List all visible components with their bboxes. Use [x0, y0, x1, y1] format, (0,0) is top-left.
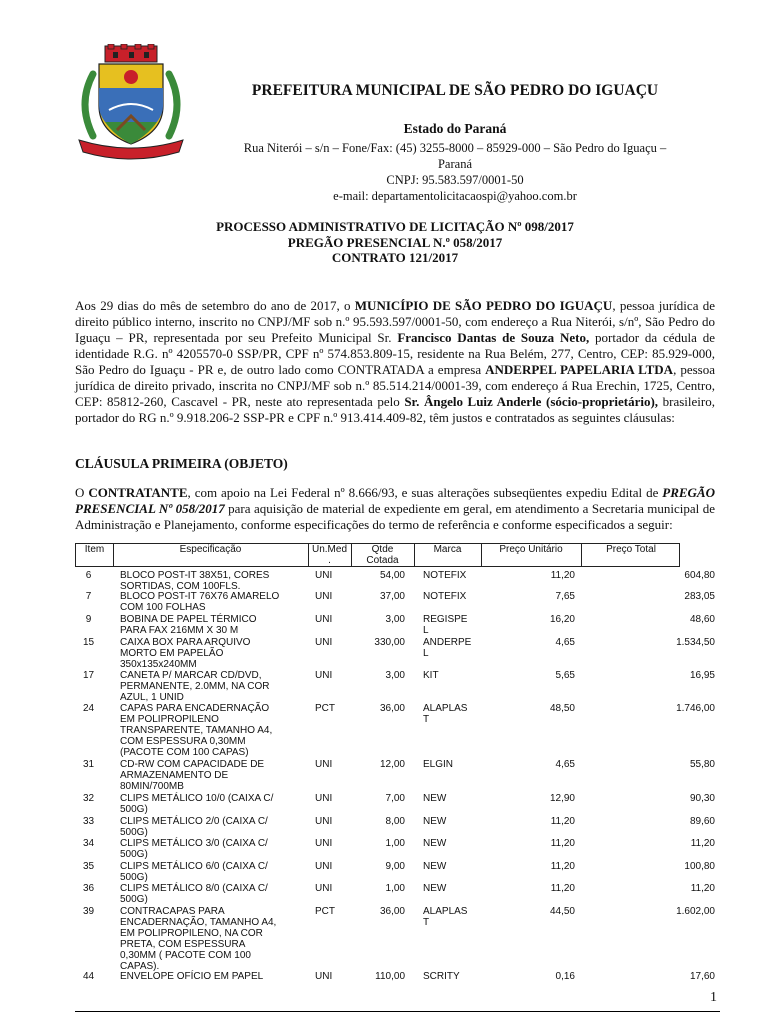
- cell-spec: CLIPS METÁLICO 6/0 (CAIXA C/ 500G): [120, 861, 268, 883]
- cell-spec: CAPAS PARA ENCADERNAÇÃO EM POLIPROPILENO TRANSPARENTE, TAMANHO A4, COM ESPESSURA 0,30MM (PACOTE COM 100 CAPAS): [120, 703, 273, 758]
- cell-unit: UNI: [315, 816, 333, 827]
- intro-text: , pessoa jurídica de direito público interno, inscrito no CNPJ/MF sob n.º 95.593.597/0001-50, com endereço a Rua Niterói, s/nº, São Pedro do Iguaçu – PR, representada por seu Prefeito Municipal Sr.: [75, 298, 716, 345]
- cell-spec: CLIPS METÁLICO 2/0 (CAIXA C/ 500G): [120, 816, 268, 838]
- cell-unit-price: 48,50: [549, 703, 575, 714]
- cell-unit-price: 11,20: [550, 570, 575, 581]
- header-qty: Qtde Cotada: [366, 544, 399, 566]
- cell-unit-price: 4,65: [555, 759, 575, 770]
- cell-spec: CONTRACAPAS PARA ENCADERNAÇÃO, TAMANHO A4, EM POLIPROPILENO, NA COR PRETA, COM ESPESSURA 0,30MM ( PACOTE COM 100 CAPAS).: [120, 906, 277, 972]
- header-cnpj: CNPJ: 95.583.597/0001-50: [386, 173, 524, 187]
- clause-text: para aquisição de material de expediente em geral, em atendimento a Secretaria municipal de Administração e Planejamento, conforme especificações do termo de referência e conforme especificados a seguir:: [75, 501, 715, 532]
- cell-total: 17,60: [689, 971, 715, 982]
- cell-brand: NEW: [423, 883, 447, 894]
- cell-qty: 36,00: [379, 703, 405, 714]
- cell-qty: 36,00: [379, 906, 405, 917]
- header-email: e-mail: departamentolicitacaospi@yahoo.com.br: [333, 189, 577, 203]
- cell-total: 283,05: [684, 591, 715, 602]
- cell-unit: UNI: [315, 570, 333, 581]
- pregao-number: PREGÃO PRESENCIAL N.º 058/2017: [287, 234, 503, 250]
- cell-qty: 3,00: [385, 614, 405, 625]
- intro-paragraph: [75, 298, 715, 426]
- cell-unit: UNI: [315, 759, 333, 770]
- cell-brand: NEW: [423, 838, 447, 849]
- cell-item: 9: [85, 614, 92, 625]
- header-address-line: Paraná: [437, 157, 472, 171]
- cell-brand: KIT: [423, 670, 439, 681]
- cell-unit-price: 5,65: [555, 670, 575, 681]
- cell-brand: ALAPLAS T: [423, 703, 468, 725]
- cell-item: 31: [82, 759, 95, 770]
- header-brand: Marca: [433, 544, 462, 555]
- header-title: PREFEITURA MUNICIPAL DE SÃO PEDRO DO IGUAÇU: [251, 82, 659, 99]
- cell-item: 24: [82, 703, 95, 714]
- cell-qty: 330,00: [374, 637, 405, 648]
- cell-item: 44: [82, 971, 95, 982]
- cell-spec: CD-RW COM CAPACIDADE DE ARMAZENAMENTO DE 80MIN/700MB: [120, 759, 265, 792]
- clause-bold-contratante: CONTRATANTE: [88, 485, 188, 500]
- clause-paragraph: [75, 485, 715, 533]
- cell-brand: REGISPE L: [423, 614, 468, 636]
- clause-text: O: [75, 485, 89, 500]
- cell-total: 48,60: [689, 614, 715, 625]
- cell-unit-price: 11,20: [550, 861, 575, 872]
- cell-total: 1.534,50: [676, 637, 715, 648]
- cell-spec: ENVELOPE OFÍCIO EM PAPEL: [120, 971, 264, 982]
- cell-unit: UNI: [315, 637, 333, 648]
- intro-bold-representante: Sr. Ângelo Luiz Anderle (sócio-proprietário),: [404, 394, 659, 409]
- items-table-header: [75, 543, 680, 567]
- cell-item: 15: [82, 637, 95, 648]
- cell-unit: PCT: [315, 703, 335, 714]
- cell-unit: UNI: [315, 614, 333, 625]
- cell-item: 32: [82, 793, 95, 804]
- clause-title: CLÁUSULA PRIMEIRA (OBJETO): [75, 456, 288, 471]
- cell-unit: PCT: [315, 906, 335, 917]
- cell-unit-price: 12,90: [549, 793, 575, 804]
- cell-unit: UNI: [315, 861, 333, 872]
- header-item: Item: [84, 544, 105, 555]
- cell-unit-price: 11,20: [550, 838, 575, 849]
- page-number: 1: [710, 990, 717, 1005]
- cell-brand: NOTEFIX: [423, 570, 467, 581]
- cell-total: 90,30: [689, 793, 715, 804]
- intro-bold-empresa: ANDERPEL PAPELARIA LTDA: [485, 362, 674, 377]
- cell-unit: UNI: [315, 971, 333, 982]
- intro-bold-municipio: MUNICÍPIO DE SÃO PEDRO DO IGUAÇU: [354, 298, 613, 313]
- cell-item: 17: [82, 670, 95, 681]
- cell-total: 1.746,00: [676, 703, 715, 714]
- cell-item: 6: [85, 570, 92, 581]
- cell-total: 100,80: [684, 861, 715, 872]
- header-unit-price: Preço Unitário: [499, 544, 563, 555]
- municipal-crest-icon: [75, 44, 187, 164]
- cell-item: 34: [82, 838, 95, 849]
- header-unit: Un.Med .: [311, 544, 347, 566]
- cell-unit-price: 16,20: [549, 614, 575, 625]
- header-state: Estado do Paraná: [403, 121, 507, 136]
- contract-number: CONTRATO 121/2017: [331, 250, 459, 265]
- cell-qty: 1,00: [385, 838, 405, 849]
- process-block: [75, 219, 715, 266]
- cell-spec: CANETA P/ MARCAR CD/DVD, PERMANENTE, 2.0MM, NA COR AZUL, 1 UNID: [120, 670, 270, 703]
- cell-brand: NEW: [423, 861, 447, 872]
- cell-spec: CAIXA BOX PARA ARQUIVO MORTO EM PAPELÃO 350x135x240MM: [120, 637, 251, 670]
- cell-unit-price: 11,20: [550, 883, 575, 894]
- cell-qty: 9,00: [385, 861, 405, 872]
- cell-spec: BLOCO POST-IT 76X76 AMARELO COM 100 FOLHAS: [120, 591, 280, 613]
- cell-item: 39: [82, 906, 95, 917]
- cell-qty: 54,00: [379, 570, 405, 581]
- cell-brand: ALAPLAS T: [423, 906, 468, 928]
- header-spec: Especificação: [179, 544, 242, 555]
- clause-text: , com apoio na Lei Federal nº 8.666/93, e suas alterações subseqüentes expediu Edital de: [187, 485, 663, 500]
- cell-qty: 3,00: [385, 670, 405, 681]
- cell-qty: 37,00: [379, 591, 405, 602]
- cell-total: 89,60: [689, 816, 715, 827]
- cell-unit: UNI: [315, 793, 333, 804]
- cell-total: 11,20: [690, 838, 715, 849]
- process-number: PROCESSO ADMINISTRATIVO DE LICITAÇÃO Nº 098/2017: [216, 219, 574, 234]
- cell-brand: NOTEFIX: [423, 591, 467, 602]
- cell-qty: 12,00: [379, 759, 405, 770]
- cell-unit-price: 44,50: [549, 906, 575, 917]
- cell-unit: UNI: [315, 883, 333, 894]
- cell-qty: 7,00: [385, 793, 405, 804]
- intro-text: brasileiro, portador do RG n.º 9.918.206-2 SSP-PR e CPF n.º 913.414.409-82, têm justos e contratados as seguintes cláusulas:: [75, 394, 715, 425]
- cell-unit: UNI: [315, 591, 333, 602]
- cell-item: 35: [82, 861, 95, 872]
- cell-qty: 1,00: [385, 883, 405, 894]
- cell-total: 55,80: [689, 759, 715, 770]
- header-total: Preço Total: [606, 544, 656, 555]
- cell-spec: CLIPS METÁLICO 3/0 (CAIXA C/ 500G): [120, 838, 268, 860]
- cell-unit-price: 11,20: [550, 816, 575, 827]
- cell-item: 36: [82, 883, 95, 894]
- cell-unit-price: 0,16: [555, 971, 575, 982]
- intro-text: Aos 29 dias do mês de setembro do ano de 2017, o: [75, 298, 355, 313]
- cell-item: 7: [85, 591, 92, 602]
- cell-brand: NEW: [423, 793, 447, 804]
- cell-brand: NEW: [423, 816, 447, 827]
- cell-spec: CLIPS METÁLICO 10/0 (CAIXA C/ 500G): [120, 793, 274, 815]
- intro-text: portador da cédula de identidade R.G. nº 4205570-0 SSP/PR, CPF nº 574.853.809-15, residente na Rua Belém, 277, Centro, CEP: 85.929-000, São Pedro do Iguaçu - PR e, de outro lado como CONTRATADA a empresa: [75, 330, 715, 377]
- cell-brand: ANDERPE L: [423, 637, 472, 659]
- cell-total: 11,20: [690, 883, 715, 894]
- footer-rule: [75, 1011, 720, 1012]
- cell-total: 16,95: [689, 670, 715, 681]
- cell-unit-price: 7,65: [555, 591, 575, 602]
- cell-unit: UNI: [315, 670, 333, 681]
- cell-spec: CLIPS METÁLICO 8/0 (CAIXA C/ 500G): [120, 883, 268, 905]
- clause-bold-italic-pregao: PREGÃO PRESENCIAL Nº 058/2017: [75, 485, 715, 516]
- intro-text: , pessoa jurídica de direito privado, inscrita no CNPJ/MF sob n.º 85.514.214/0001-39, com endereço á Rua Erechin, 1725, Centro, CEP: 85812-260, Cascavel - PR, neste ato representada pelo: [75, 362, 715, 409]
- intro-bold-prefeito: Francisco Dantas de Souza Neto,: [397, 330, 590, 345]
- cell-qty: 8,00: [385, 816, 405, 827]
- cell-total: 604,80: [684, 570, 715, 581]
- header-address-line: Rua Niterói – s/n – Fone/Fax: (45) 3255-8000 – 85929-000 – São Pedro do Iguaçu –: [243, 141, 667, 155]
- cell-spec: BOBINA DE PAPEL TÉRMICO PARA FAX 216MM X 30 M: [120, 614, 257, 636]
- cell-item: 33: [82, 816, 95, 827]
- cell-total: 1.602,00: [676, 906, 715, 917]
- cell-unit-price: 4,65: [555, 637, 575, 648]
- cell-qty: 110,00: [375, 971, 405, 982]
- cell-unit: UNI: [315, 838, 333, 849]
- header-address-block: [200, 140, 710, 204]
- cell-spec: BLOCO POST-IT 38X51, CORES SORTIDAS, COM 100FLS.: [120, 570, 270, 592]
- cell-brand: ELGIN: [423, 759, 454, 770]
- cell-brand: SCRITY: [423, 971, 460, 982]
